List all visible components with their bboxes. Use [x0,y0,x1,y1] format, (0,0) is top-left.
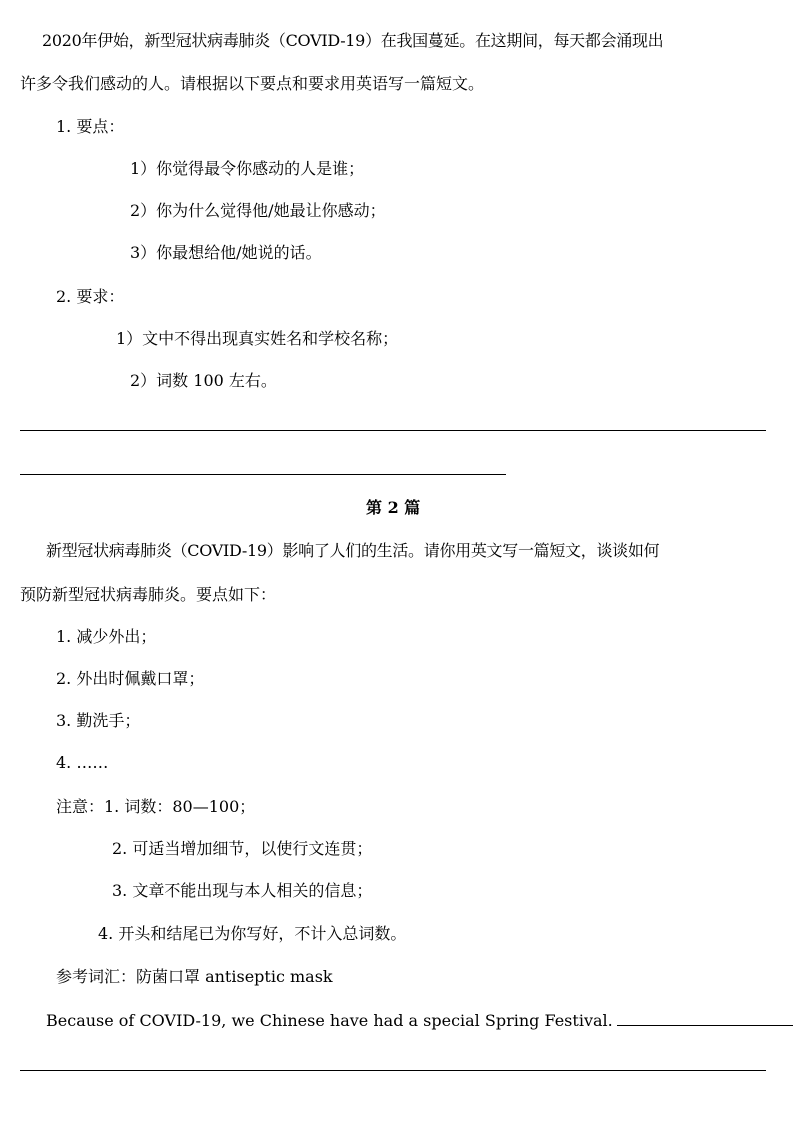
passage2-notes-label: 注意：1. 词数：80—100； [56,797,256,816]
passage1-intro-line2: 许多令我们感动的人。请根据以下要点和要求用英语写一篇短文。 [20,74,485,93]
passage2-note-2: 2. 可适当增加细节，以使行文连贯； [112,839,373,858]
passage2-point-1: 1. 减少外出； [56,627,157,646]
passage1-requirement-1: 1）文中不得出现真实姓名和学校名称； [116,329,399,348]
passage2-intro-line2: 预防新型冠状病毒肺炎。要点如下： [20,585,277,604]
passage1-intro-line1: 2020年伊始，新型冠状病毒肺炎（COVID-19）在我国蔓延。在这期间，每天都会涌现出 [42,31,664,50]
answer-line-1[interactable] [20,430,766,431]
passage1-point-3: 3）你最想给他/她说的话。 [130,243,322,262]
passage1-points-heading: 1. 要点： [56,117,125,136]
passage2-point-4: 4. …… [56,753,109,772]
passage2-intro-line1: 新型冠状病毒肺炎（COVID-19）影响了人们的生活。请你用英文写一篇短文，谈谈如何 [46,541,660,560]
passage1-requirements-heading: 2. 要求： [56,287,125,306]
passage2-point-3: 3. 勤洗手； [56,711,141,730]
passage1-requirement-2: 2）词数 100 左右。 [130,371,277,390]
passage1-point-2: 2）你为什么觉得他/她最让你感动； [130,201,386,220]
passage2-note-3: 3. 文章不能出现与本人相关的信息； [112,881,373,900]
passage2-point-2: 2. 外出时佩戴口罩； [56,669,205,688]
answer-line-3[interactable] [20,1070,766,1071]
answer-blank-inline[interactable] [617,1009,793,1026]
passage2-title: 第 2 篇 [366,498,421,517]
passage2-opening [46,1009,793,1032]
passage2-opening-sentence: Because of COVID-19, we Chinese have had a special Spring Festival. [46,1011,613,1030]
passage1-point-1: 1）你觉得最令你感动的人是谁； [130,159,365,178]
passage2-vocab: 参考词汇：防菌口罩 antiseptic mask [56,967,333,986]
passage2-note-4: 4. 开头和结尾已为你写好，不计入总词数。 [98,924,407,943]
answer-line-2[interactable] [20,474,506,475]
